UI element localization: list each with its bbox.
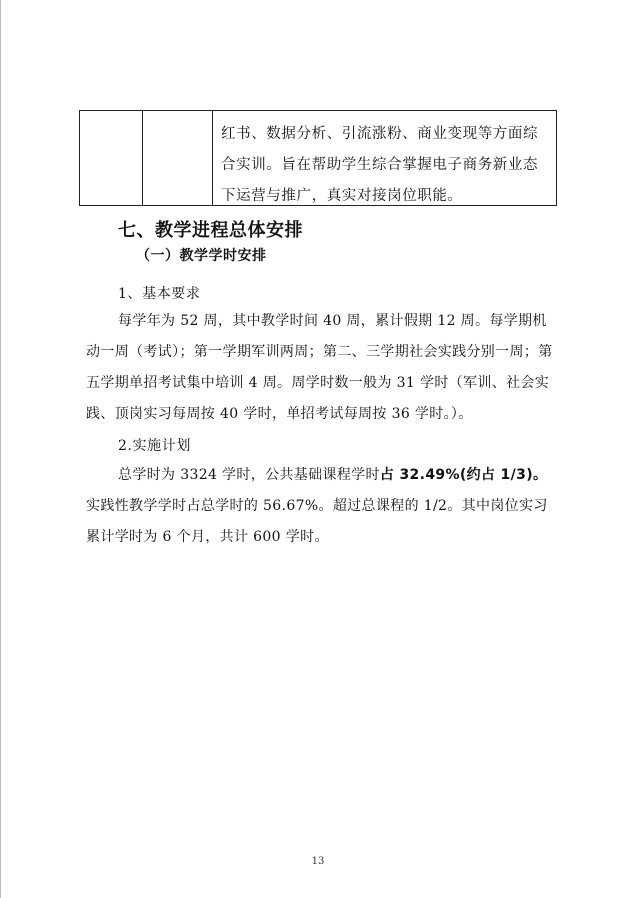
item1-paragraph: 每学年为 52 周，其中教学时间 40 周，累计假期 12 周。每学期机动一周（考试）；第一学期军训两周；第二、三学期社会实践分别一周；第五学期单招考试集中培训 4 周。周学时数一般为 31 学时（军训、社会实践、顶岗实习每周按 40 学时，单招考试每周按 36 学时。）。 (86, 313, 553, 422)
subsection-heading: （一）教学学时安排 (136, 248, 267, 264)
page-number: 13 (311, 856, 325, 867)
item2-text-before: 总学时为 3324 学时，公共基础课程学时 (118, 467, 380, 483)
item1-title: 1、基本要求 (118, 286, 201, 302)
item2-paragraph (86, 460, 560, 553)
curriculum-table-fragment (79, 110, 557, 206)
table-cell-empty-2 (143, 111, 213, 205)
item2-text-after: 实践性教学学时占总学时的 56.67%。超过总课程的 1/2。其中岗位实习累计学时为 6 个月，共计 600 学时。 (86, 498, 548, 545)
item2-text-bold: 占 32.49%(约占 1/3)。 (379, 467, 548, 483)
page-edge (0, 0, 1, 898)
table-cell-empty-1 (80, 111, 143, 205)
section-heading: 七、教学进程总体安排 (118, 220, 303, 241)
item2-title: 2.实施计划 (118, 438, 191, 454)
table-cell-description: 红书、数据分析、引流涨粉、商业变现等方面综合实训。旨在帮助学生综合掌握电子商务新业态下运营与推广，真实对接岗位职能。 (221, 126, 539, 204)
